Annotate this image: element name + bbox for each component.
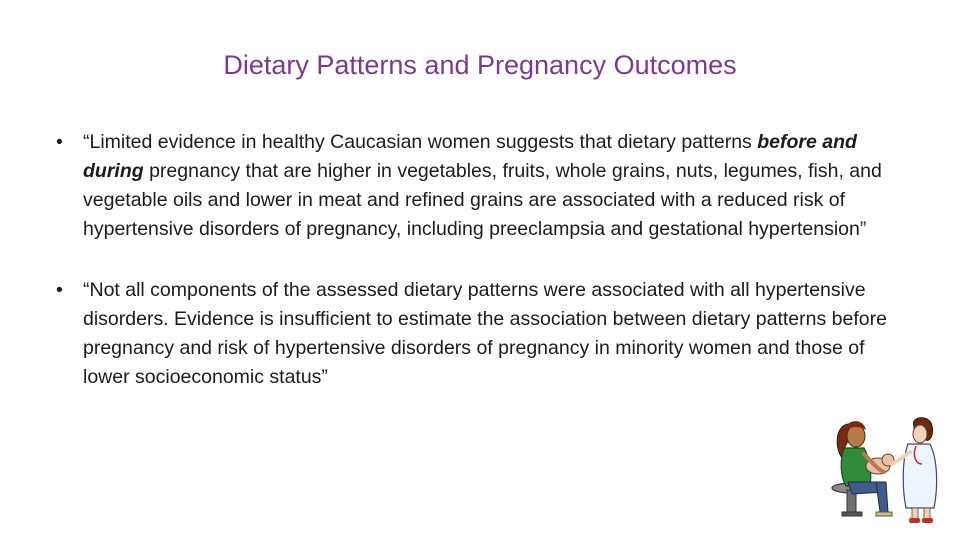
bullet-emphasis: before and during <box>83 131 857 182</box>
doctor-examining-baby-icon <box>826 416 954 528</box>
bullet-text: “Limited evidence in healthy Caucasian women suggests that dietary patterns <box>83 131 758 153</box>
bullet-text-end: pregnancy that are higher in vegetables, fruits, whole grains, nuts, legumes, fish, and vegetable oils and lower in meat and refined grains are associated with a reduced risk of hypertensive disorders of pregnancy, including preeclampsia and gestational hypertension” <box>83 160 882 240</box>
bullet-item <box>56 276 916 392</box>
bullet-dot: • <box>56 279 63 301</box>
bullet-item <box>56 128 916 244</box>
bullet-dot: • <box>56 131 63 153</box>
slide-title: Dietary Patterns and Pregnancy Outcomes <box>223 50 737 80</box>
bullet-text: “Not all components of the assessed dietary patterns were associated with all hypertensive disorders. Evidence is insufficient to estimate the association between dietary patterns before pregnancy and risk of hypertensive disorders of pregnancy in minority women and those of lower socioeconomic status” <box>83 279 887 388</box>
bullet-list <box>56 128 916 392</box>
